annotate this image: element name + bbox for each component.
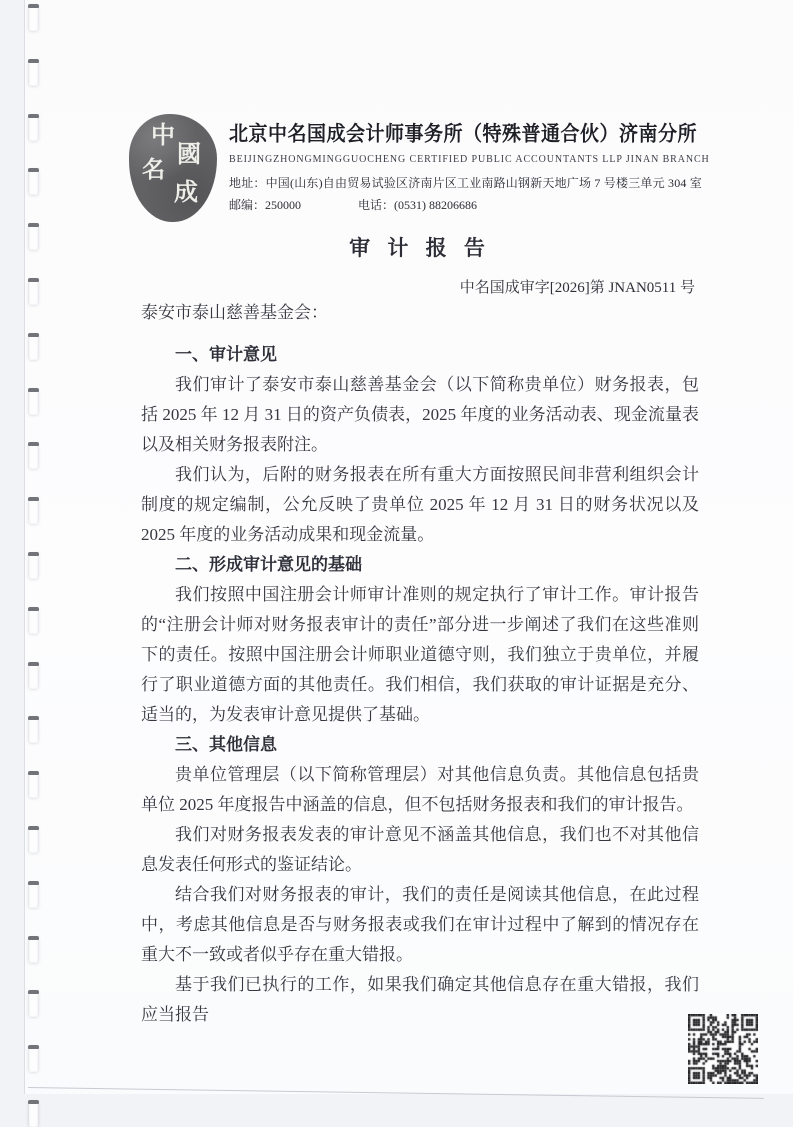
binding-hole bbox=[29, 116, 38, 141]
binding-hole bbox=[29, 61, 38, 86]
report-title: 审 计 报 告 bbox=[349, 236, 491, 260]
binding-hole bbox=[29, 883, 38, 908]
binding-hole bbox=[29, 390, 38, 415]
qr-code bbox=[688, 1014, 758, 1084]
paper-sheet bbox=[24, 0, 793, 1094]
binding-hole bbox=[29, 609, 38, 634]
binding-hole bbox=[29, 828, 38, 853]
company-address: 地址：中国(山东)自由贸易试验区济南片区工业南路山钢新天地广场 7 号楼三单元 304 室 bbox=[229, 176, 702, 190]
binding-hole bbox=[29, 335, 38, 360]
binding-hole bbox=[29, 499, 38, 524]
company-postcode: 邮编：250000 bbox=[229, 198, 302, 212]
section-heading-basis: 二、形成审计意见的基础 bbox=[175, 555, 362, 574]
binding-hole bbox=[29, 664, 38, 689]
company-phone: 电话：(0531) 88206686 bbox=[358, 198, 478, 212]
paragraph: 我们按照中国注册会计师审计准则的规定执行了审计工作。审计报告的“注册会计师对财务报表审计的责任”部分进一步阐述了我们在这些准则下的责任。按照中国注册会计师职业道德守则，我们独立于贵单位，并履行了职业道德方面的其他责任。我们相信，我们获取的审计证据是充分、适当的，为发表审计意见提供了基础。 bbox=[141, 585, 699, 724]
paragraph: 贵单位管理层（以下简称管理层）对其他信息负责。其他信息包括贵单位 2025 年度报告中涵盖的信息，但不包括财务报表和我们的审计报告。 bbox=[141, 765, 699, 814]
binding-hole bbox=[29, 6, 38, 31]
company-name-en: BEIJINGZHONGMINGGUOCHENG CERTIFIED PUBLIC ACCOUNTANTS LLP JINAN BRANCH bbox=[229, 154, 710, 165]
binding-hole bbox=[29, 1102, 38, 1127]
paragraph: 我们对财务报表发表的审计意见不涵盖其他信息，我们也不对其他信息发表任何形式的鉴证结论。 bbox=[141, 825, 699, 874]
binding-hole bbox=[29, 444, 38, 469]
seal-character: 成 bbox=[174, 177, 198, 206]
paragraph: 基于我们已执行的工作，如果我们确定其他信息存在重大错报，我们应当报告 bbox=[141, 975, 699, 1024]
binding-hole bbox=[29, 992, 38, 1017]
binding-hole bbox=[29, 225, 38, 250]
company-seal-logo bbox=[129, 114, 217, 222]
paragraph: 我们认为，后附的财务报表在所有重大方面按照民间非营利组织会计制度的规定编制，公允反映了贵单位 2025 年 12 月 31 日的财务状况以及 2025 年度的业务活动成果和现金流量。 bbox=[141, 465, 699, 544]
company-name-cn: 北京中名国成会计师事务所（特殊普通合伙）济南分所 bbox=[229, 123, 698, 147]
report-number: 中名国成审字[2026]第 JNAN0511 号 bbox=[459, 280, 695, 296]
company-contact-line bbox=[229, 196, 715, 213]
binding-hole bbox=[29, 554, 38, 579]
seal-character: 名 bbox=[142, 156, 165, 183]
binding-hole bbox=[29, 773, 38, 798]
letterhead bbox=[229, 118, 715, 213]
section-heading-other-info: 三、其他信息 bbox=[175, 735, 277, 754]
paragraph: 结合我们对财务报表的审计，我们的责任是阅读其他信息，在此过程中，考虑其他信息是否与财务报表或我们在审计过程中了解到的情况存在重大不一致或者似乎存在重大错报。 bbox=[141, 885, 699, 964]
binding-hole bbox=[29, 1047, 38, 1072]
binding-hole bbox=[29, 170, 38, 195]
binding-hole bbox=[29, 938, 38, 963]
binding-hole bbox=[29, 718, 38, 743]
seal-character: 國 bbox=[177, 139, 201, 168]
paragraph: 我们审计了泰安市泰山慈善基金会（以下简称贵单位）财务报表，包括 2025 年 12 月 31 日的资产负债表，2025 年度的业务活动表、现金流量表以及相关财务报表附注。 bbox=[141, 375, 699, 454]
salutation: 泰安市泰山慈善基金会： bbox=[141, 303, 328, 322]
binding-hole bbox=[29, 280, 38, 305]
report-body bbox=[141, 298, 699, 1030]
seal-character: 中 bbox=[151, 120, 175, 149]
section-heading-opinion: 一、审计意见 bbox=[175, 345, 277, 364]
